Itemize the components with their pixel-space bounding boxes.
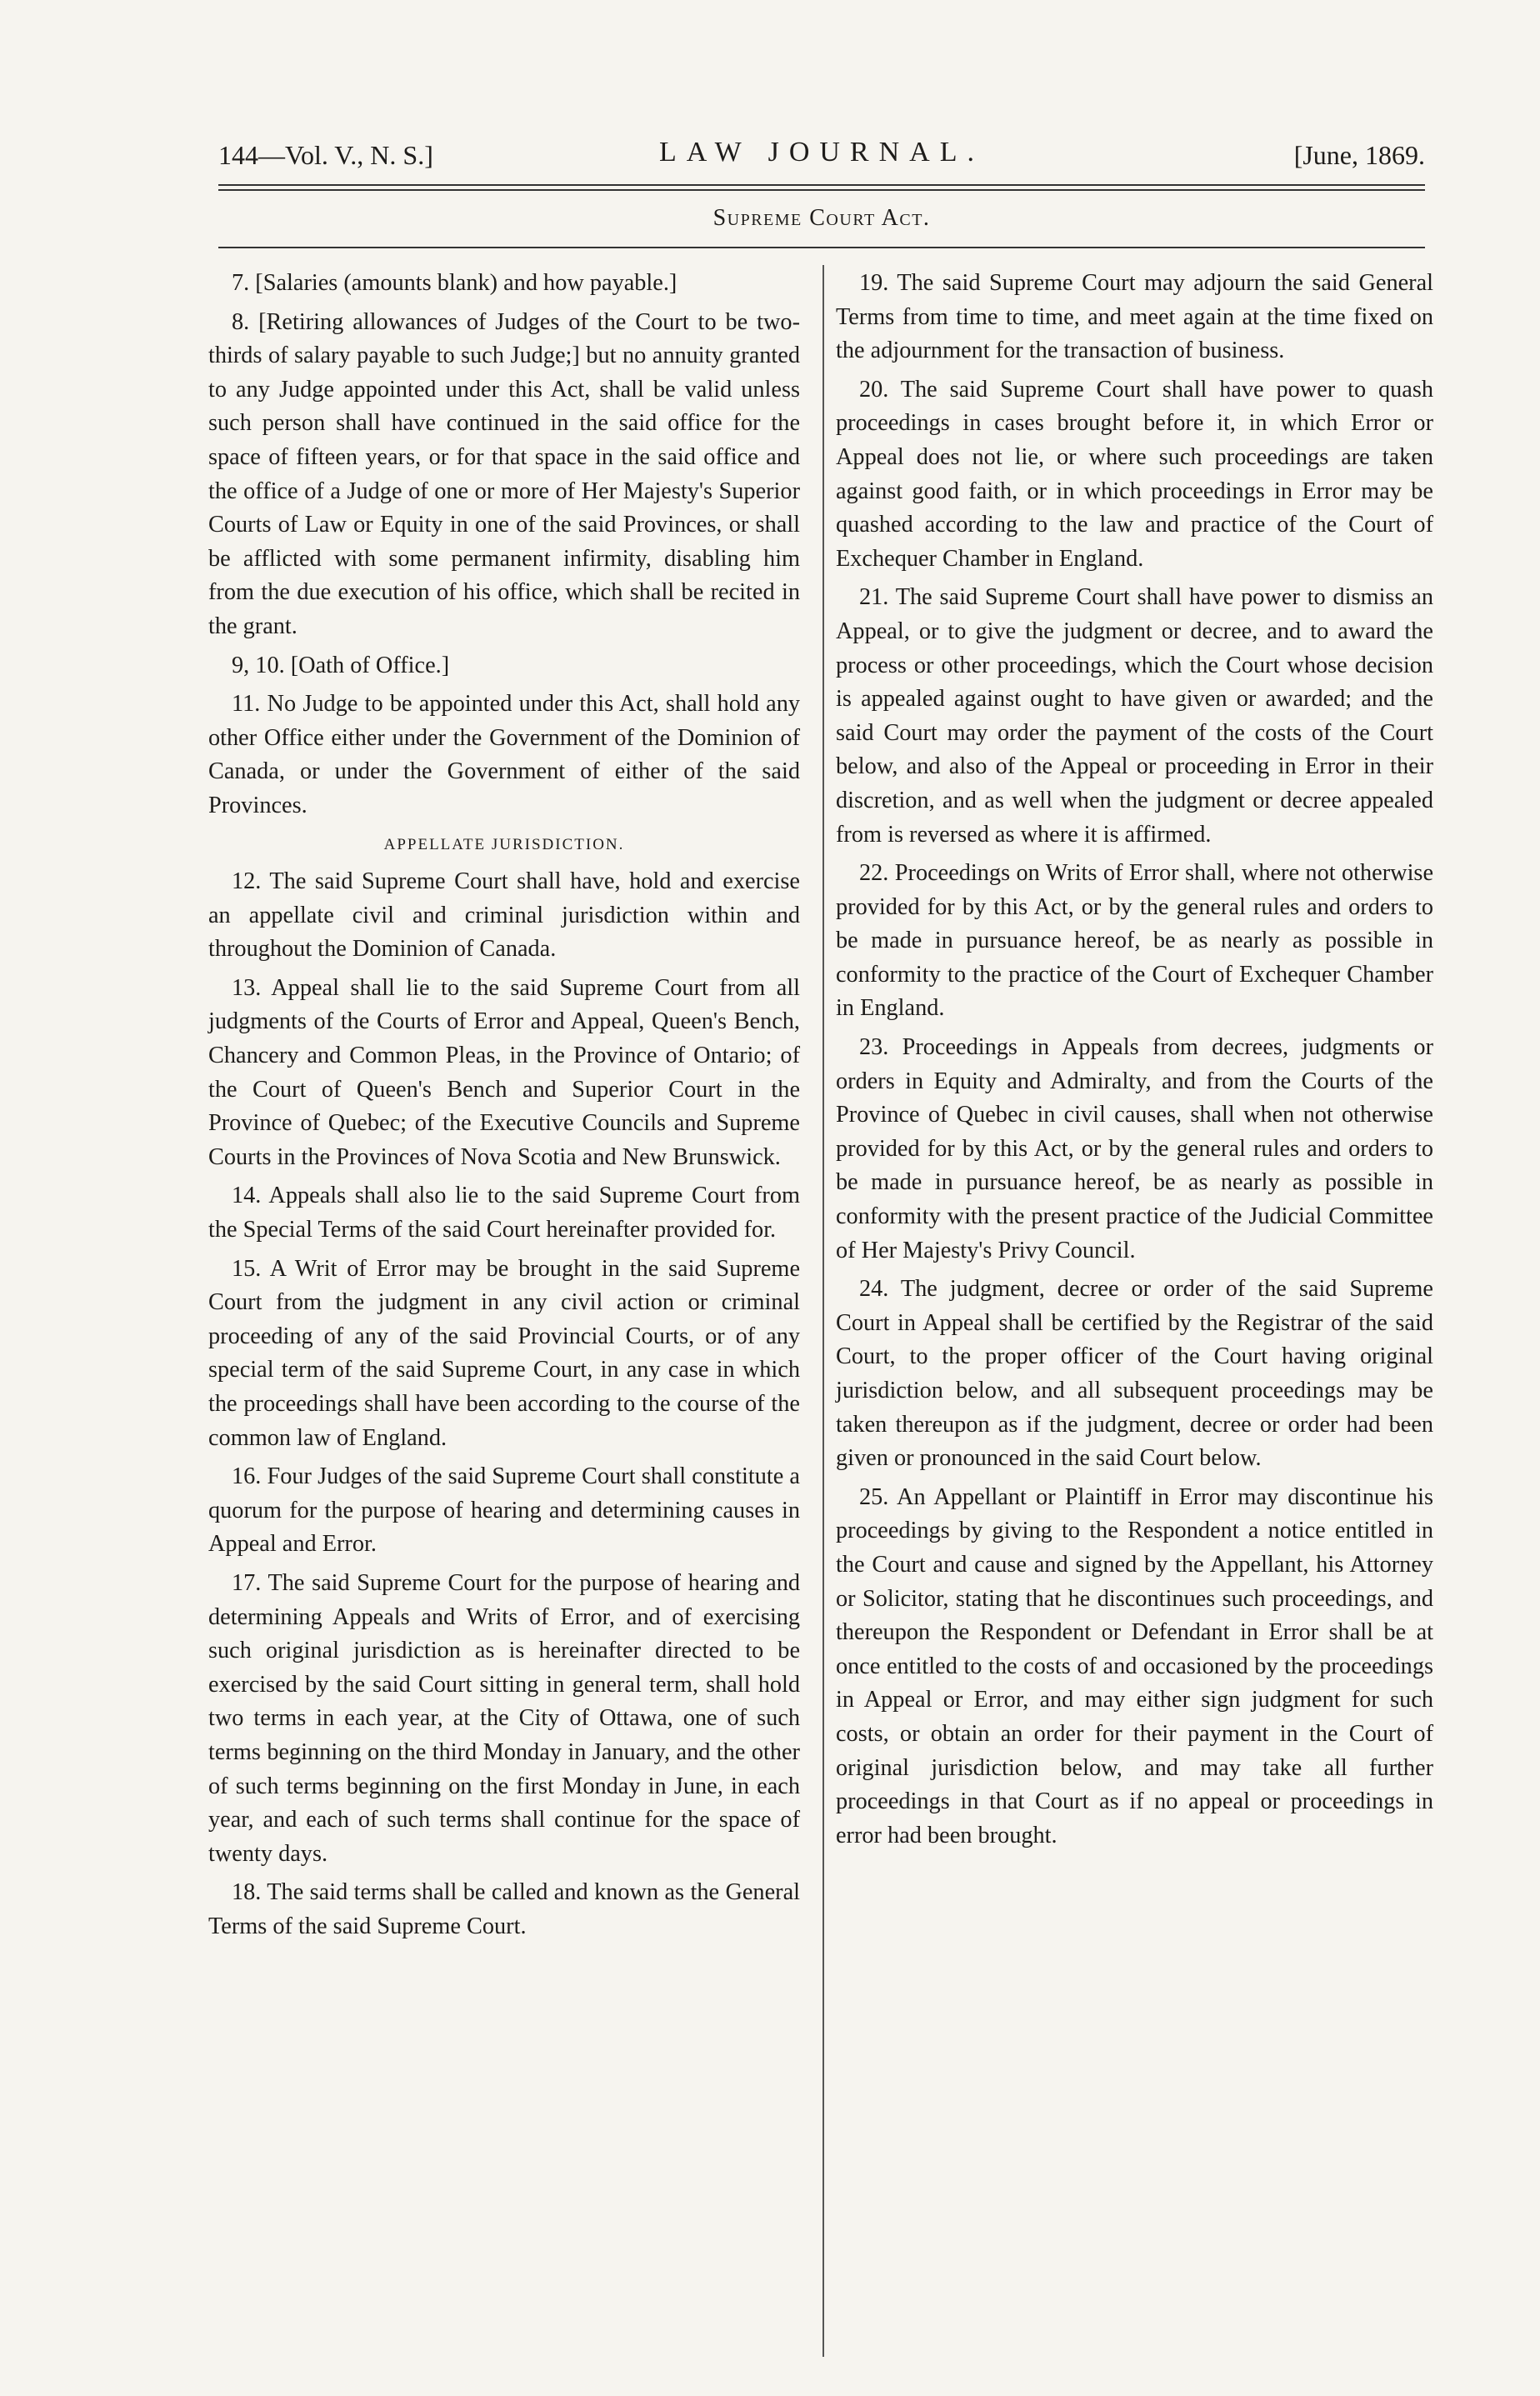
paragraph-25: 25. An Appellant or Plaintiff in Error may discontinue his proceedings by giving to the Respondent a notice entitled in the Court and cause and signed by the Appellant, his Attorney or Solicitor, stating that he discontinues such proceedings, and thereupon the Respondent or Defendant in Error shall be at once entitled to the costs of and occasioned by the proceedings in Appeal or Error, and may either sign judgment for such costs, or obtain an order for their payment in the Court of original jurisdiction below, and may take all further proceedings in that Court as if no appeal or proceedings in error had been brought.: [836, 1483, 1433, 1848]
paragraph-24: 24. The judgment, decree or order of the said Supreme Court in Appeal shall be certified by the Registrar of the said Court, to the proper officer of the Court having original jurisdiction below, and all subsequent proceedings may be taken thereupon as if the judgment, decree or order had been given or pronounced in the said Court below.: [836, 1276, 1433, 1472]
issue-date: [June, 1869.: [1293, 140, 1425, 170]
paragraph-11: 11. No Judge to be appointed under this Act, shall hold any other Office either under the Government of the Dominion of Canada, or under the Government of either of the said Provinces.: [208, 691, 800, 818]
paragraph-9-10: 9, 10. [Oath of Office.]: [232, 652, 450, 678]
running-head: [218, 133, 1425, 175]
paragraph-18: 18. The said terms shall be called and known as the General Terms of the said Supreme Court.: [208, 1879, 800, 1939]
header-rule-top: [218, 184, 1425, 186]
paragraph-13: 13. Appeal shall lie to the said Supreme Court from all judgments of the Courts of Error and Appeal, Queen's Bench, Chancery and Common Pleas, in the Province of Ontario; of the Court of Queen's Bench and Superior Court in the Province of Quebec; of the Executive Councils and Supreme Courts in the Provinces of Nova Scotia and New Brunswick.: [208, 974, 800, 1170]
paragraph-14: 14. Appeals shall also lie to the said Supreme Court from the Special Terms of the said Court hereinafter provided for.: [208, 1183, 800, 1243]
paragraph-12: 12. The said Supreme Court shall have, hold and exercise an appellate civil and criminal jurisdiction within and throughout the Dominion of Canada.: [208, 868, 800, 963]
right-column: [836, 267, 1433, 1858]
paragraph-17: 17. The said Supreme Court for the purpose of hearing and determining Appeals and Writs of Error, and of exercising such original jurisdiction as is hereinafter directed to be exercised by the said Court sitting in general term, shall hold two terms in each year, at the City of Ottawa, one of such terms beginning on the third Monday in January, and the other of such terms beginning on the first Monday in June, in each year, and each of such terms shall continue for the space of twenty days.: [208, 1569, 800, 1867]
paragraph-7: 7. [Salaries (amounts blank) and how payable.]: [232, 270, 678, 296]
header-rule-bottom: [218, 189, 1425, 191]
paragraph-23: 23. Proceedings in Appeals from decrees, judgments or orders in Equity and Admiralty, and from the Courts of the Province of Quebec in civil causes, shall when not otherwise provided for by this Act, or by the general rules and orders to be made in pursuance hereof, be as nearly as possible in conformity with the present practice of the Judicial Committee of Her Majesty's Privy Council.: [836, 1034, 1433, 1263]
left-column: [208, 267, 800, 1949]
section-title: Supreme Court Act.: [712, 205, 931, 231]
paragraph-21: 21. The said Supreme Court shall have power to dismiss an Appeal, or to give the judgment or decree, and to award the process or other proceedings, which the Court whose decision is appealed against ought to have given or awarded; and the said Court may order the payment of the costs of the Court below, and also of the Appeal or proceeding in Error in their discretion, and as well when the judgment or decree appealed from is reversed as where it is affirmed.: [836, 584, 1433, 848]
section-rule: [218, 247, 1425, 248]
paragraph-8: 8. [Retiring allowances of Judges of the Court to be two-thirds of salary payable to such Judge;] but no annuity granted to any Judge appointed under this Act, shall be valid unless such person shall have continued in the said office for the space of fifteen years, or for that space in the said office and the office of a Judge of one or more of Her Majesty's Superior Courts of Law or Equity in one of the said Provinces, or shall be afflicted with some permanent infirmity, disabling him from the due execution of his office, which shall be recited in the grant.: [208, 308, 800, 639]
subheading-appellate-jurisdiction: APPELLATE JURISDICTION.: [383, 835, 625, 853]
paragraph-22: 22. Proceedings on Writs of Error shall, where not otherwise provided for by this Act, or by the general rules and orders to be made in pursuance hereof, be as nearly as possible in conformity to the practice of the Court of Exchequer Chamber in England.: [836, 860, 1433, 1022]
journal-title: LAW JOURNAL.: [659, 137, 984, 168]
paragraph-15: 15. A Writ of Error may be brought in the said Supreme Court from the judgment in any civil action or criminal proceeding of any of the said Provincial Courts, or of any special term of the said Supreme Court, in any case in which the proceedings shall have been according to the course of the common law of England.: [208, 1255, 800, 1451]
paragraph-19: 19. The said Supreme Court may adjourn the said General Terms from time to time, and meet again at the time fixed on the adjournment for the transaction of business.: [836, 270, 1433, 364]
paragraph-20: 20. The said Supreme Court shall have power to quash proceedings in cases brought before it, in which Error or Appeal does not lie, or where such proceedings are taken against good faith, or in which proceedings in Error may be quashed according to the law and practice of the Court of Exchequer Chamber in England.: [836, 376, 1433, 572]
column-divider: [822, 265, 824, 2357]
page-volume-label: 144—Vol. V., N. S.]: [218, 140, 433, 170]
paragraph-16: 16. Four Judges of the said Supreme Court shall constitute a quorum for the purpose of hearing and determining causes in Appeal and Error.: [208, 1463, 800, 1558]
